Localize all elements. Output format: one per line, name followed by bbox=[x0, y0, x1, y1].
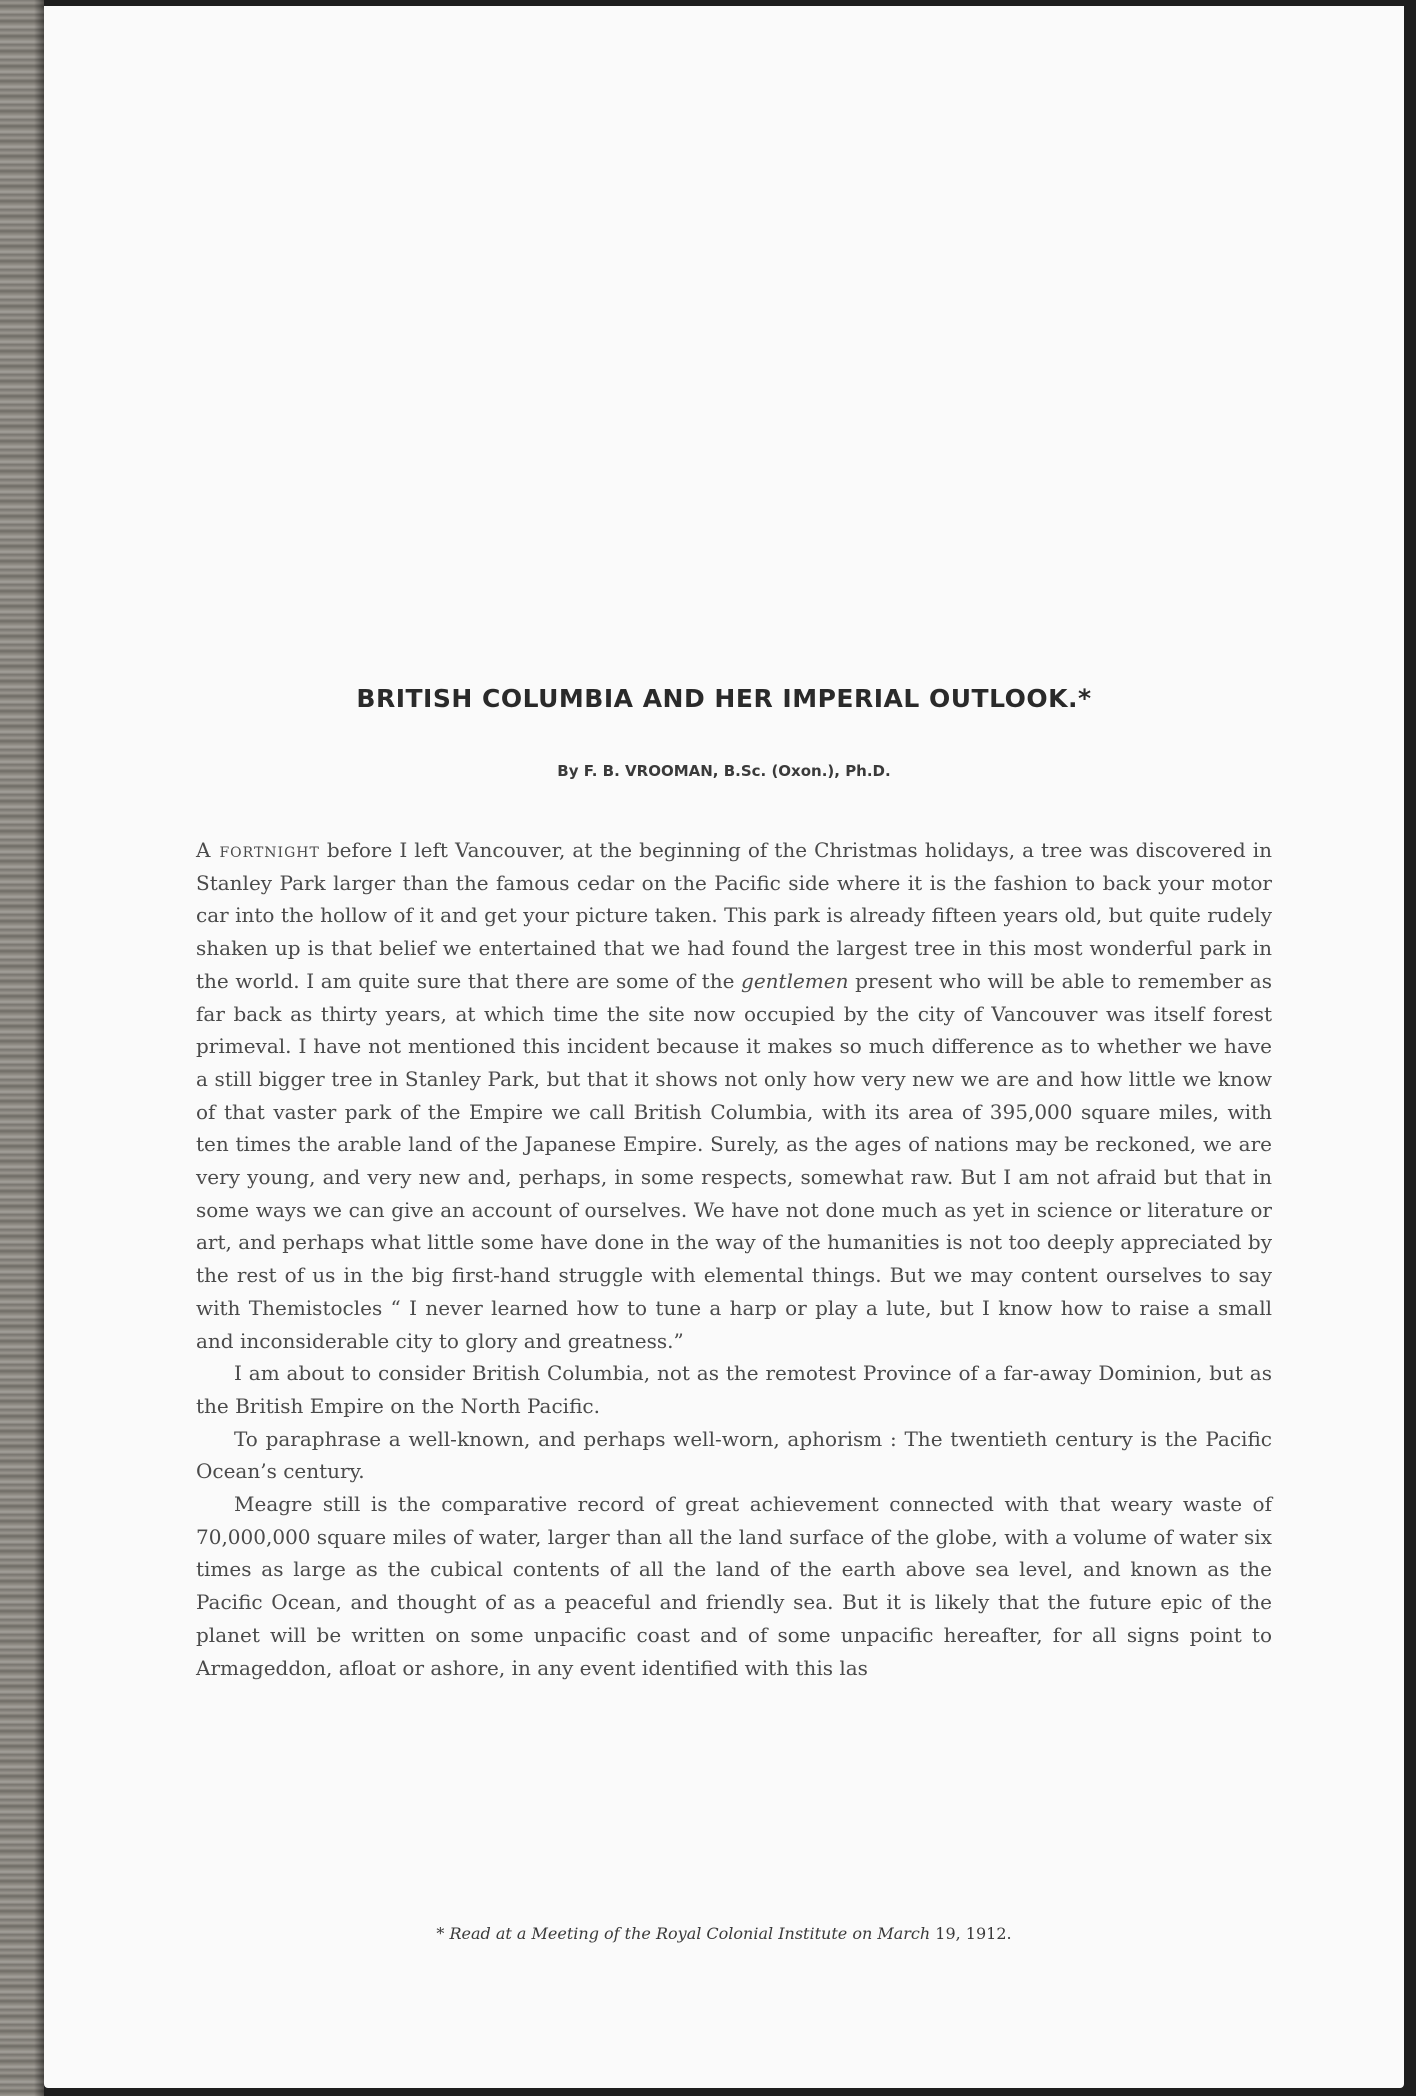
paragraph-1-text-b: present who will be able to remember as far back as thirty years, at which time the site now occupied by the city of Vancouver was itself forest primeval. I have not mentioned this incident because it makes so much difference as to whether we have a still bigger tree in Stanley Park, but that it shows not only how very new we are and how little we know of that vaster park of the Empire we call British Columbia, with its area of 395,000 square miles, with ten times the arable land of the Japanese Empire. Surely, as the ages of nations may be reckoned, we are very young, and very new and, perhaps, in some respects, somewhat raw. But I am not afraid but that in some ways we can give an account of ourselves. We have not done much as yet in science or literature or art, and perhaps what little some have done in the way of the humanities is not too deeply appreciated by the rest of us in the big first-hand struggle with elemental things. But we may content ourselves to say with Themistocles “ I never learned how to tune a harp or play a lute, but I know how to raise a small and inconsiderable city to glory and greatness.” bbox=[196, 968, 1272, 1353]
article-byline: By F. B. VROOMAN, B.Sc. (Oxon.), Ph.D. bbox=[557, 762, 891, 780]
opening-words: A fortnight bbox=[196, 838, 320, 862]
article-title: BRITISH COLUMBIA AND HER IMPERIAL OUTLOOK.* bbox=[356, 684, 1092, 713]
paragraph-1-text-a: before I left Vancouver, at the beginning of the Christmas holidays, a tree was discovered in Stanley Park larger than the famous cedar on the Pacific side where it is the fashion to back your motor car into the hollow of it and get your picture taken. This park is already fifteen years old, but quite rudely shaken up is that belief we entertained that we had found the largest tree in this most wonderful park in the world. I am quite sure that there are some of the bbox=[196, 838, 1272, 993]
paragraph-4: Meagre still is the comparative record of great achievement connected with that weary waste of 70,000,000 square miles of water, larger than all the land surface of the globe, with a volume of water six times as large as the cubical contents of all the land of the earth above sea level, and known as the Pacific Ocean, and thought of as a peaceful and friendly sea. But it is likely that the future epic of the planet will be written on some unpacific coast and of some unpacific hereafter, for all signs point to Armageddon, afloat or ashore, in any event identified with this las bbox=[196, 1492, 1272, 1680]
footnote bbox=[44, 1924, 1404, 1943]
paragraph-2: I am about to consider British Columbia, not as the remotest Province of a far-away Dominion, but as the British Empire on the North Pacific. bbox=[196, 1361, 1272, 1418]
footnote-date: 19, 1912. bbox=[930, 1924, 1012, 1943]
paragraph-3: To paraphrase a well-known, and perhaps well-worn, aphorism : The twentieth century is the Pacific Ocean’s century. bbox=[196, 1426, 1272, 1484]
book-binding-edge bbox=[0, 0, 44, 2096]
paragraph-1 bbox=[196, 834, 1272, 1357]
emphasized-word: gentlemen bbox=[741, 968, 849, 993]
article-body bbox=[196, 834, 1272, 1684]
document-page bbox=[44, 6, 1404, 2088]
footnote-text: * Read at a Meeting of the Royal Colonial Institute on March bbox=[436, 1924, 931, 1943]
